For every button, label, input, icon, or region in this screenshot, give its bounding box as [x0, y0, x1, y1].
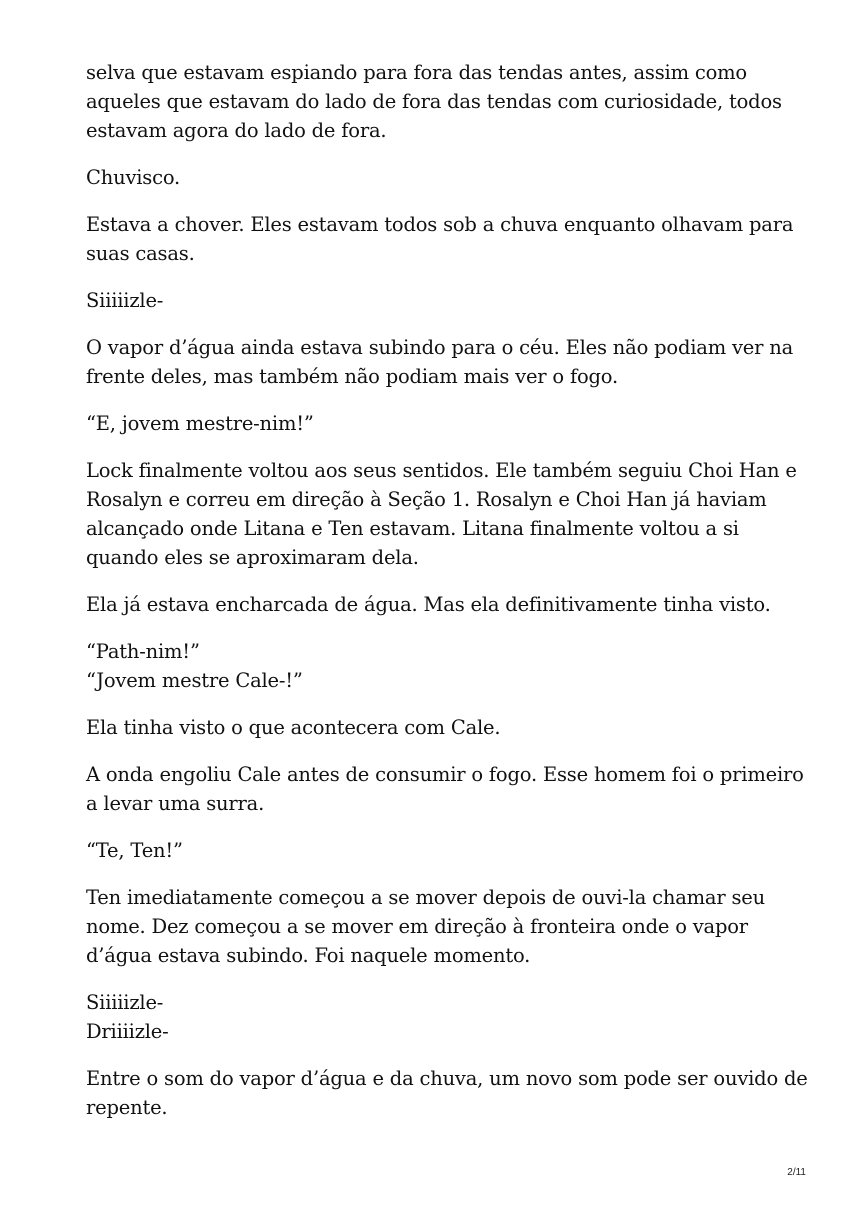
- text-line: selva que estavam espiando para fora das tendas antes, assim como: [86, 61, 747, 84]
- text-line: nome. Dez começou a se mover em direção à fronteira onde o vapor: [86, 915, 748, 938]
- paragraph: [86, 836, 786, 865]
- paragraph: [86, 333, 794, 391]
- text-line: d’água estava subindo. Foi naquele momento.: [86, 944, 531, 967]
- text-line: Rosalyn e correu em direção à Seção 1. Rosalyn e Choi Han já haviam: [86, 488, 767, 511]
- page-number: 2/11: [787, 1167, 806, 1178]
- text-line: Siiiiizle-: [86, 289, 164, 312]
- paragraph: [86, 590, 786, 619]
- text-line: “E, jovem mestre-nim!”: [86, 412, 314, 435]
- text-line: quando eles se aproximaram dela.: [86, 546, 419, 569]
- text-line: aqueles que estavam do lado de fora das tendas com curiosidade, todos: [86, 90, 782, 113]
- paragraph: [86, 637, 786, 695]
- text-line: A onda engoliu Cale antes de consumir o fogo. Esse homem foi o primeiro: [86, 763, 804, 786]
- paragraph: [86, 760, 804, 818]
- text-line: Ela já estava encharcada de água. Mas ela definitivamente tinha visto.: [86, 593, 771, 616]
- text-line: Chuvisco.: [86, 166, 181, 189]
- paragraph: [86, 210, 794, 268]
- paragraph: [86, 409, 786, 438]
- text-line: “Te, Ten!”: [86, 839, 183, 862]
- text-line: “Path-nim!”: [86, 640, 200, 663]
- text-line: O vapor d’água ainda estava subindo para o céu. Eles não podiam ver na: [86, 336, 794, 359]
- paragraph: [86, 286, 786, 315]
- text-line: Siiiiizle-: [86, 991, 164, 1014]
- paragraph: [86, 988, 786, 1046]
- text-line: frente deles, mas também não podiam mais ver o fogo.: [86, 365, 618, 388]
- paragraph: [86, 713, 786, 742]
- text-line: Estava a chover. Eles estavam todos sob a chuva enquanto olhavam para: [86, 213, 794, 236]
- paragraph: [86, 883, 786, 970]
- text-line: Ten imediatamente começou a se mover depois de ouvi-la chamar seu: [86, 886, 765, 909]
- document-body: [86, 58, 808, 1140]
- paragraph: [86, 163, 786, 192]
- text-line: Lock finalmente voltou aos seus sentidos. Ele também seguiu Choi Han e: [86, 459, 797, 482]
- text-line: Entre o som do vapor d’água e da chuva, um novo som pode ser ouvido de: [86, 1067, 808, 1090]
- text-line: estavam agora do lado de fora.: [86, 119, 387, 142]
- text-line: Ela tinha visto o que acontecera com Cale.: [86, 716, 501, 739]
- text-line: suas casas.: [86, 242, 195, 265]
- text-line: repente.: [86, 1096, 168, 1119]
- text-line: “Jovem mestre Cale-!”: [86, 669, 303, 692]
- text-line: alcançado onde Litana e Ten estavam. Litana finalmente voltou a si: [86, 517, 739, 540]
- text-line: Driiiizle-: [86, 1020, 169, 1043]
- paragraph: [86, 58, 786, 145]
- paragraph: [86, 1064, 808, 1122]
- text-line: a levar uma surra.: [86, 792, 265, 815]
- paragraph: [86, 456, 797, 572]
